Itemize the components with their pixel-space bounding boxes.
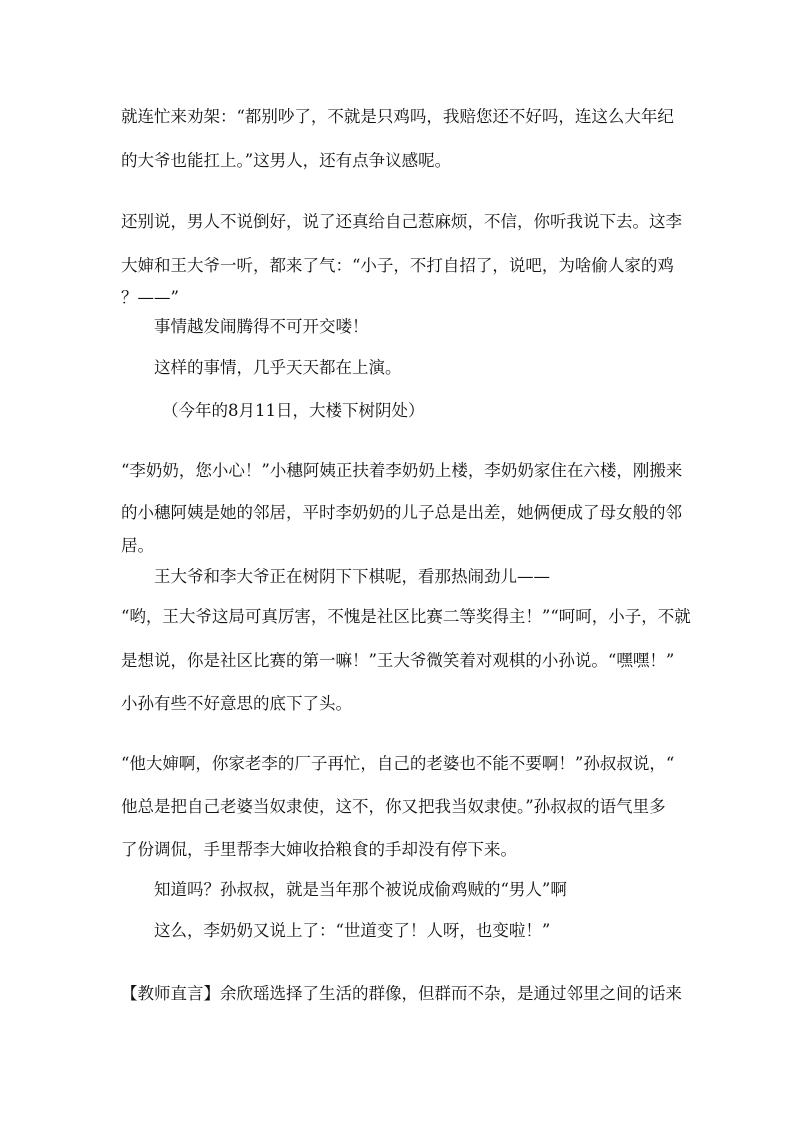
text-line-17: 他总是把自己老婆当奴隶使，这不，你又把我当奴隶使。”孙叔叔的语气里多 (121, 797, 666, 816)
text-line-11: 居。 (121, 536, 154, 555)
text-line-18: 了份调侃，手里帮李大婶收拾粮食的手却没有停下来。 (121, 840, 517, 859)
text-line-20: 这么，李奶奶又说上了：“世道变了！人呀，也变啦！” (154, 921, 551, 940)
text-line-10: 的小穗阿姨是她的邻居，平时李奶奶的儿子总是出差，她俩便成了母女般的邻 (121, 503, 682, 522)
text-line-21: 【教师直言】余欣瑶选择了生活的群像，但群而不杂，是通过邻里之间的话来 (121, 984, 682, 1003)
text-line-7: 这样的事情，几乎天天都在上演。 (154, 358, 402, 377)
text-line-2: 的大爷也能扛上。”这男人，还有点争议感呢。 (121, 151, 452, 170)
text-line-6: 事情越发闹腾得不可开交喽！ (154, 317, 369, 336)
text-line-14: 是想说，你是社区比赛的第一嘛！”王大爷微笑着对观棋的小孙说。“嘿嘿！” (121, 651, 675, 670)
text-line-13: “哟，王大爷这局可真厉害，不愧是社区比赛二等奖得主！”“呵呵，小子，不就 (121, 607, 691, 626)
text-line-1: 就连忙来劝架：“都别吵了，不就是只鸡吗，我赔您还不好吗，连这么大年纪 (121, 107, 674, 126)
text-line-5: ？——” (121, 288, 179, 307)
text-line-15: 小孙有些不好意思的底下了头。 (121, 694, 352, 713)
text-line-3: 还别说，男人不说倒好，说了还真给自己惹麻烦，不信，你听我说下去。这李 (121, 212, 682, 231)
text-line-19: 知道吗？孙叔叔，就是当年那个被说成偷鸡贼的“男人”啊 (154, 880, 567, 899)
text-line-12: 王大爷和李大爷正在树阴下下棋呢，看那热闹劲儿—— (154, 567, 550, 586)
text-line-4: 大婶和王大爷一听，都来了气：“小子，不打自招了，说吧，为啥偷人家的鸡 (121, 256, 674, 275)
text-line-8: （今年的8月11日，大楼下树阴处） (162, 401, 425, 420)
text-line-16: “他大婶啊，你家老李的厂子再忙，自己的老婆也不能不要啊！”孙叔叔说，“ (121, 754, 675, 773)
text-line-9: “李奶奶，您小心！”小穗阿姨正扶着李奶奶上楼，李奶奶家住在六楼，刚搬来 (121, 461, 683, 480)
